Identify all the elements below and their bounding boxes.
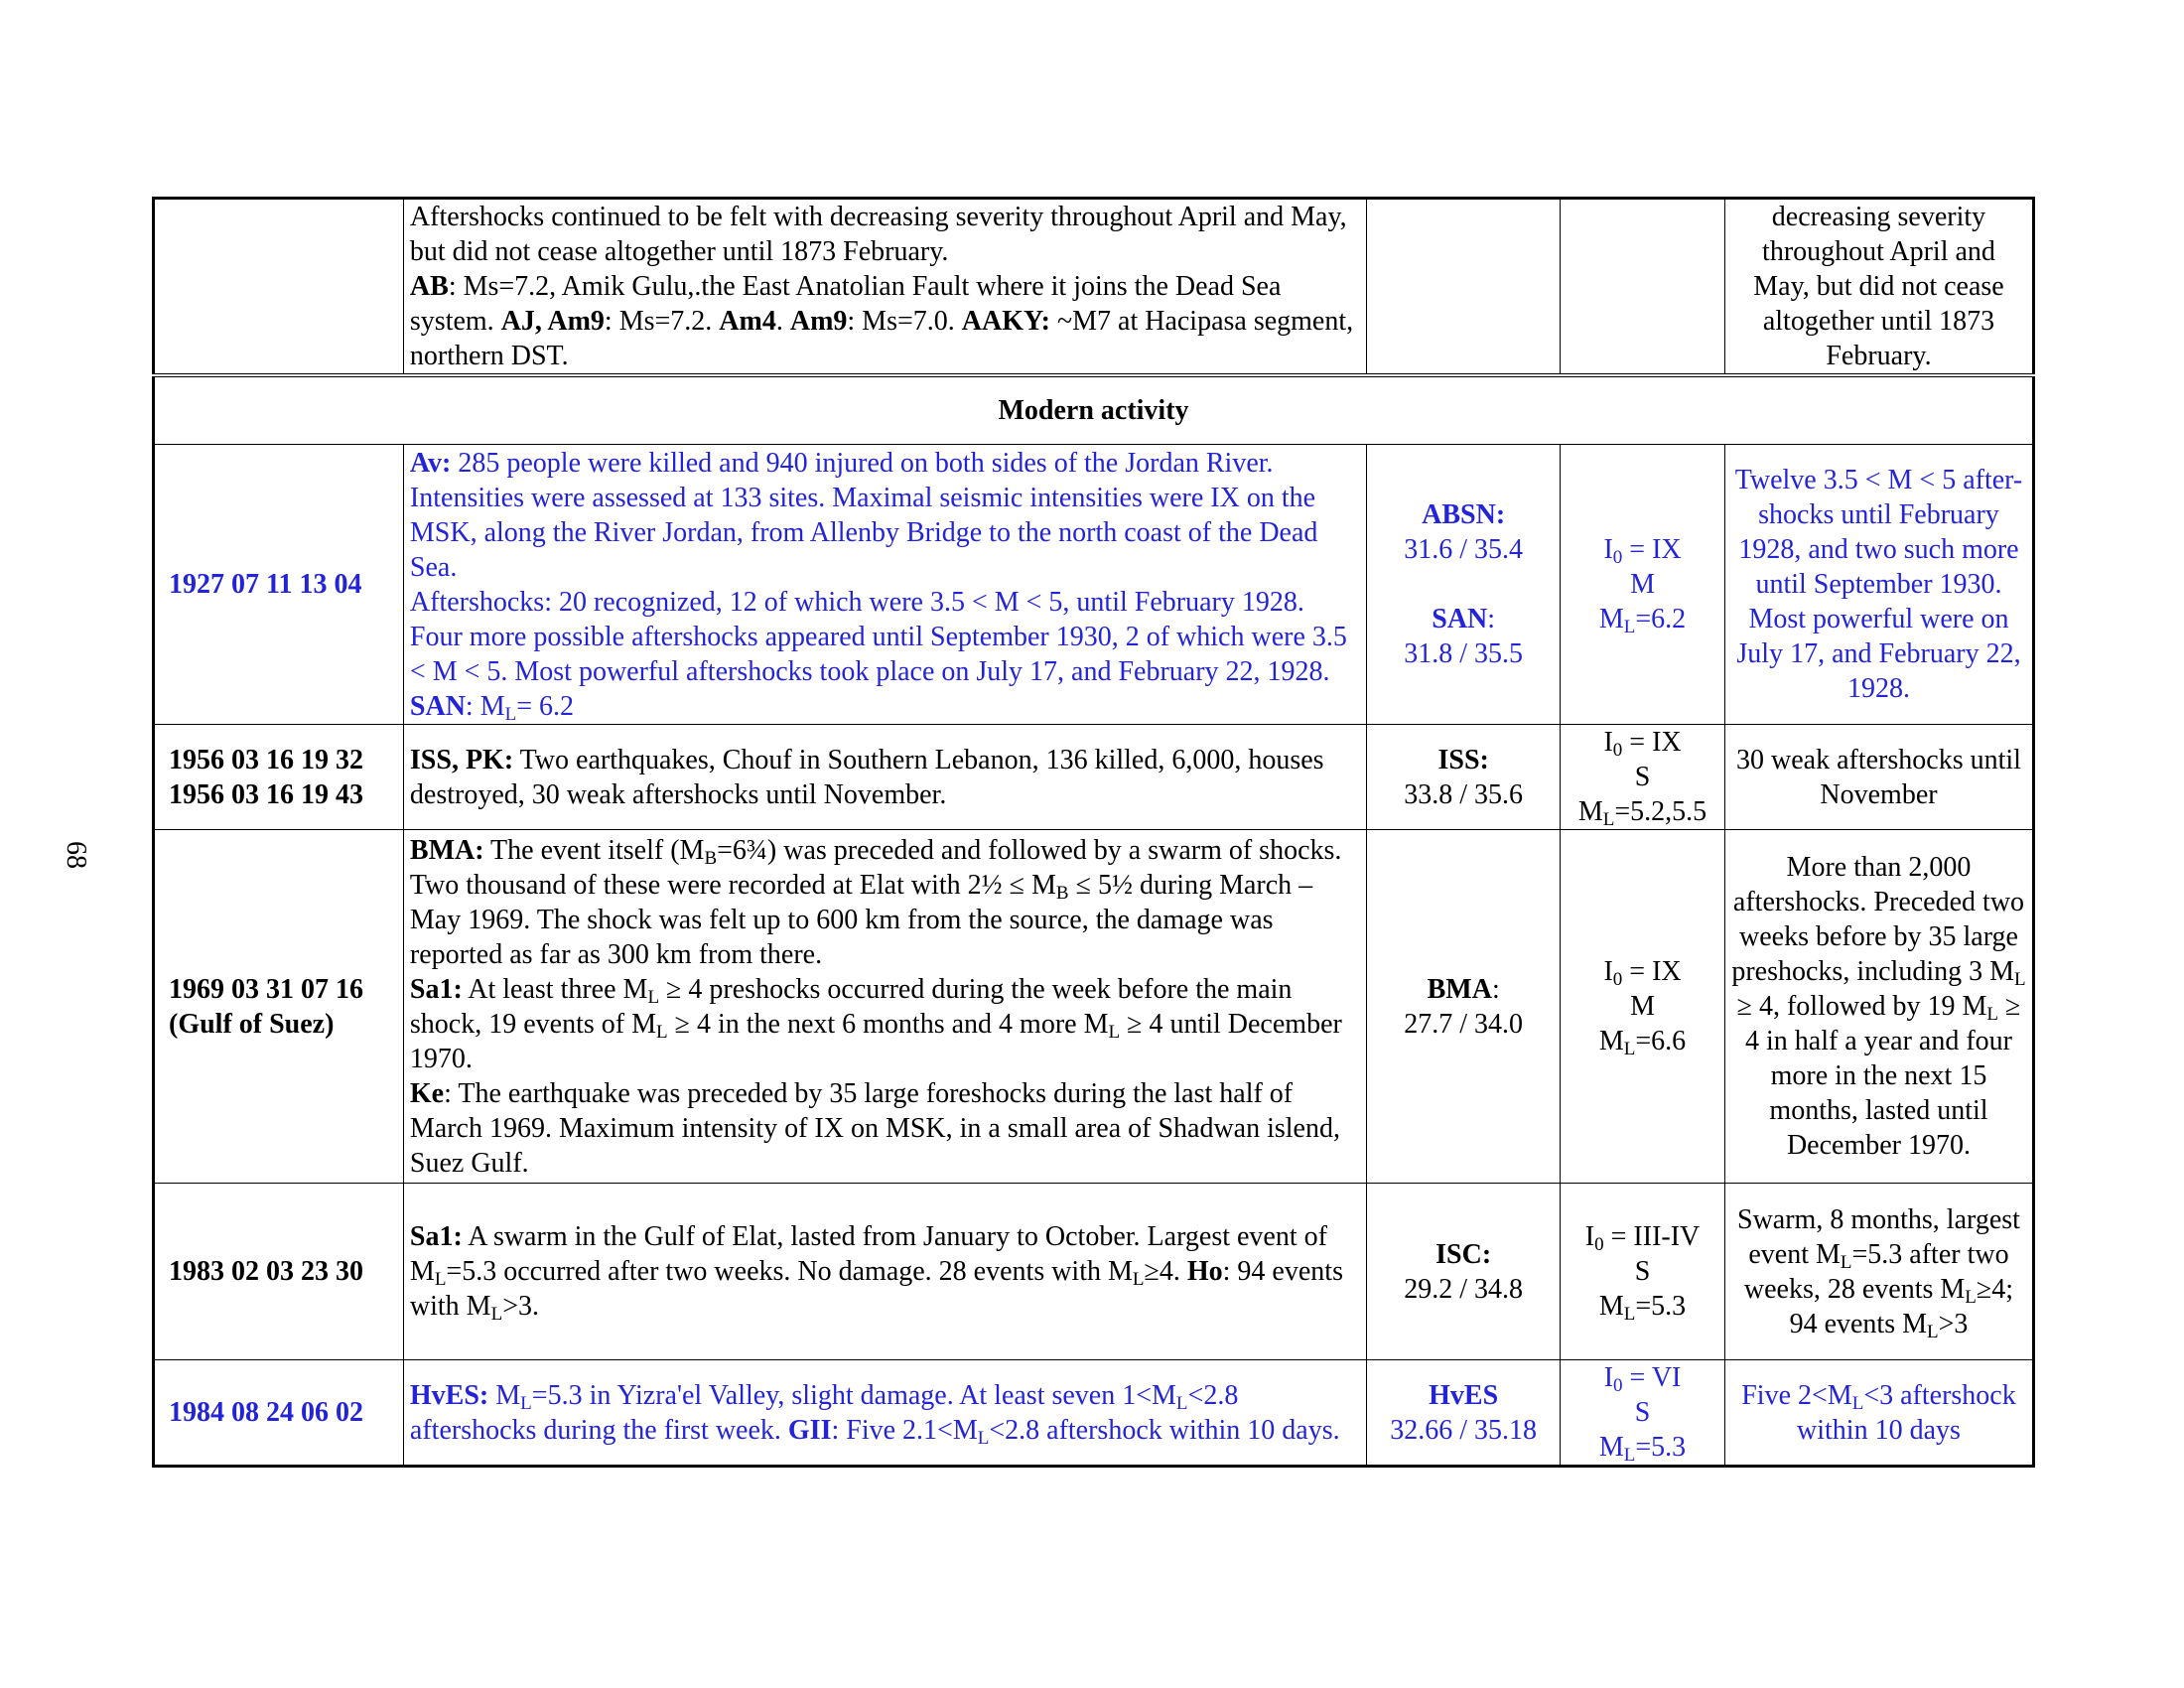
notes-cell: Twelve 3.5 < M < 5 after-shocks until February 1928, and two such more until September 1930. Most powerful were on July 17, and February 22, 1928. [1724,445,2033,725]
location-cell [1367,199,1561,376]
description-cell: Aftershocks continued to be felt with decreasing severity throughout April and May, but did not cease altogether until 1873 February. AB: Ms=7.2, Amik Gulu,.the East Anatolian Fault where it joins the Dead Sea system. AJ, Am9: Ms=7.2. Am4. Am9: Ms=7.0. AAKY: ~M7 at Hacipasa segment, northern DST. [403,199,1366,376]
location-cell: ISC: 29.2 / 34.8 [1367,1184,1561,1360]
notes-cell: More than 2,000 aftershocks. Preceded two weeks before by 35 large preshocks, including 3 $M_L \ge 4$, followed by 19 $M_L \ge 4$ in half a year and four more in the next 15 months, lasted until December 1970. [1724,830,2033,1184]
intensity-cell: $I_0$ = IX M $M_L=6.6$ [1561,830,1725,1184]
table-row-1956 [154,725,2034,830]
description-cell: Sa1: A swarm in the Gulf of Elat, lasted from January to October. Largest event of $M_L=5.3$ occurred after two weeks. No damage. 28 events with $M_L\ge 4$. Ho: 94 events with $M_L>3$. [403,1184,1366,1360]
intensity-cell: $I_0 = III-IV$ S $M_L=5.3$ [1561,1184,1725,1360]
date-cell: 1969 03 31 07 16 (Gulf of Suez) [154,830,404,1184]
notes-cell: 30 weak aftershocks until November [1724,725,2033,830]
location-cell: ABSN: 31.6 / 35.4 SAN: 31.8 / 35.5 [1367,445,1561,725]
date-cell: 1956 03 16 19 32 1956 03 16 19 43 [154,725,404,830]
description-cell: BMA: The event itself $(M_B=6\frac{3}{4})$ was preceded and followed by a swarm of shocks. Two thousand of these were recorded at Elat with 2½ ≤ $M_B$ ≤ 5½ during March – May 1969. The shock was felt up to 600 km from the source, the damage was reported as far as 300 km from there. Sa1: At least three $M_L \ge 4$ preshocks occurred during the week before the main shock, 19 events of $M_L \ge 4$ in the next 6 months and 4 more $M_L \ge 4$ until December 1970. Ke: The earthquake was preceded by 35 large foreshocks during the last half of March 1969. Maximum intensity of IX on MSK, in a small area of Shadwan islend, Suez Gulf. [403,830,1366,1184]
intensity-cell: $I_0$ = IX S $M_L=5.2,5.5$ [1561,725,1725,830]
location-cell: ISS: 33.8 / 35.6 [1367,725,1561,830]
date-cell [154,199,404,376]
table-row-1927 [154,445,2034,725]
page-number: 68 [61,841,91,869]
notes-cell: Swarm, 8 months, largest event $M_L=5.3$ after two weeks, 28 events $M_L\ge 4$; 94 events $M_L>3$ [1724,1184,2033,1360]
intensity-cell [1561,199,1725,376]
location-cell: HvES 32.66 / 35.18 [1367,1360,1561,1467]
table-row-1984 [154,1360,2034,1467]
location-cell: BMA: 27.7 / 34.0 [1367,830,1561,1184]
description-cell: ISS, PK: Two earthquakes, Chouf in Southern Lebanon, 136 killed, 6,000, houses destroyed, 30 weak aftershocks until November. [403,725,1366,830]
section-title: Modern activity [154,375,2034,445]
table-row-continued [154,199,2034,376]
table-row-1983 [154,1184,2034,1360]
notes-cell: Five $2<M_L<3$ aftershock within 10 days [1724,1360,2033,1467]
description-cell: HvES: $M_L=5.3$ in Yizra'el Valley, slight damage. At least seven $1<M_L<2.8$ aftershocks during the first week. GII: Five $2.1<M_L<2.8$ aftershock within 10 days. [403,1360,1366,1467]
earthquake-table [152,197,2035,1468]
date-cell: 1927 07 11 13 04 [154,445,404,725]
intensity-cell: $I_0$ = IX M $M_L=6.2$ [1561,445,1725,725]
table-row-1969 [154,830,2034,1184]
date-cell: 1984 08 24 06 02 [154,1360,404,1467]
date-cell: 1983 02 03 23 30 [154,1184,404,1360]
intensity-cell: $I_0$ = VI S $M_L=5.3$ [1561,1360,1725,1467]
notes-cell: decreasing severity throughout April and May, but did not cease altogether until 1873 February. [1724,199,2033,376]
section-row [154,375,2034,445]
description-cell: Av: 285 people were killed and 940 injured on both sides of the Jordan River. Intensities were assessed at 133 sites. Maximal seismic intensities were IX on the MSK, along the River Jordan, from Allenby Bridge to the north coast of the Dead Sea. Aftershocks: 20 recognized, 12 of which were 3.5 < M < 5, until February 1928. Four more possible aftershocks appeared until September 1930, 2 of which were 3.5 < M < 5. Most powerful aftershocks took place on July 17, and February 22, 1928. SAN: $M_L= 6.2$ [403,445,1366,725]
